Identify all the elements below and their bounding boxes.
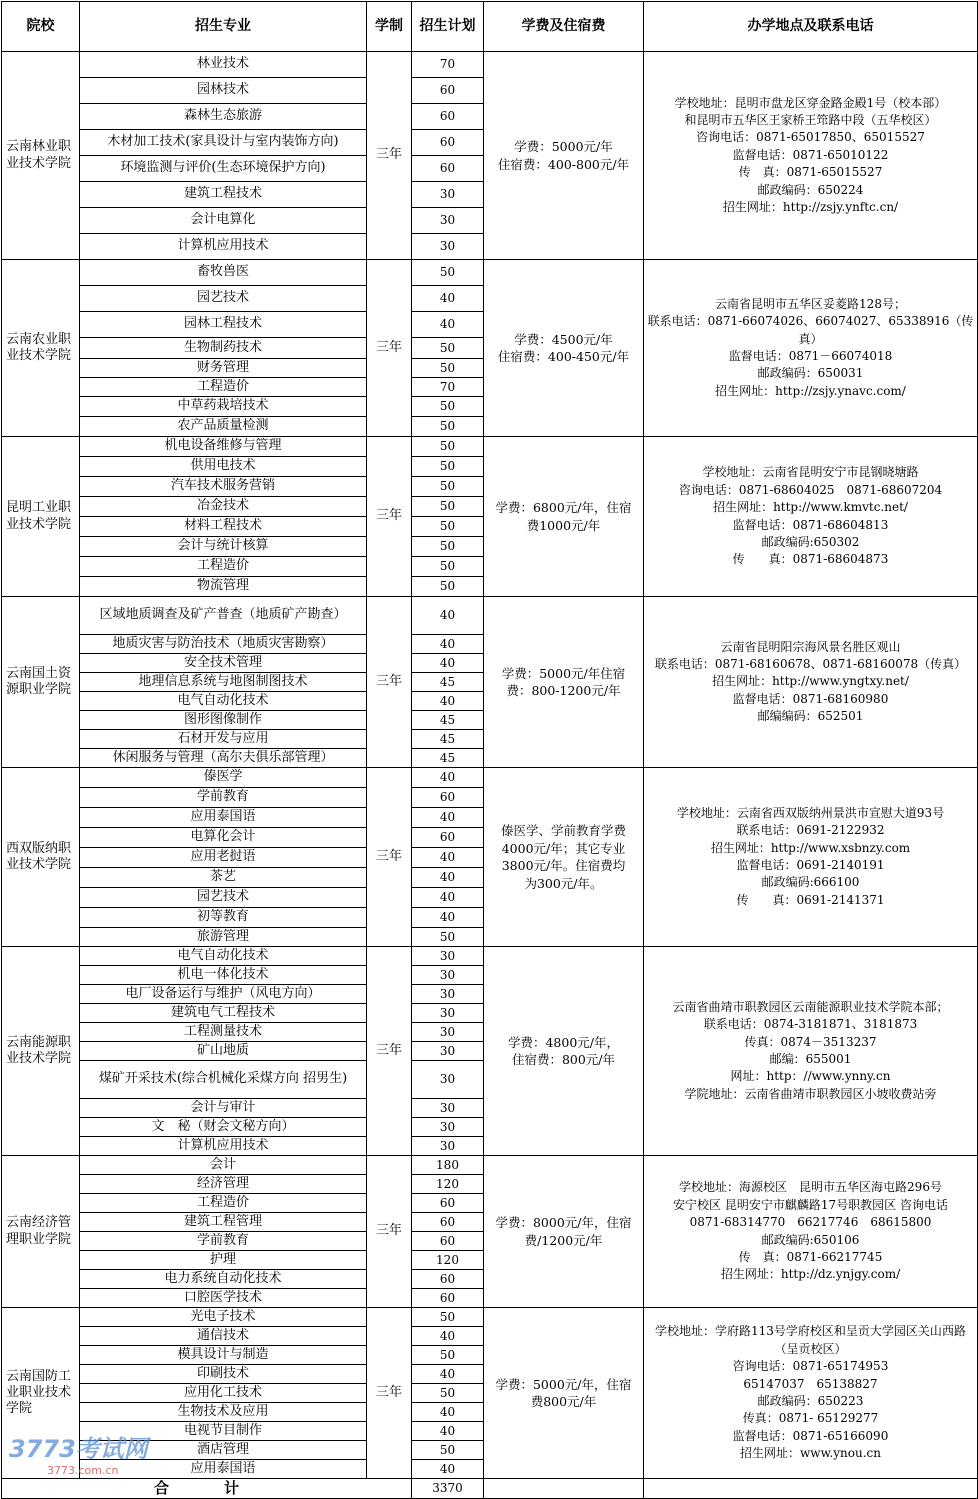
enrollment-plan: 30 <box>412 966 484 985</box>
contact-line: 邮编：655001 <box>769 1052 852 1066</box>
enrollment-plan: 50 <box>412 397 484 417</box>
fee-line: 学费：8000元/年，住宿 <box>495 1215 632 1230</box>
major-name: 机电一体化技术 <box>80 966 367 985</box>
contact-line: 云南省昆明阳宗海风景名胜区观山 <box>720 639 901 654</box>
contact-line: 咨询电话：0871-68604025 0871-68607204 <box>678 482 943 497</box>
enrollment-plan: 30 <box>412 985 484 1004</box>
contact-info <box>644 1156 978 1308</box>
major-name: 建筑工程技术 <box>80 182 367 208</box>
major-name: 木材加工技术(家具设计与室内装饰方向) <box>80 130 367 156</box>
contact-line: 传 真：0871-68604873 <box>732 552 889 567</box>
enrollment-plan: 50 <box>412 517 484 537</box>
major-name: 农产品质量检测 <box>80 417 367 437</box>
major-name: 矿山地质 <box>80 1042 367 1061</box>
contact-info <box>644 768 978 947</box>
enrollment-plan: 30 <box>412 1023 484 1042</box>
header-plan: 招生计划 <box>412 2 484 52</box>
major-name: 建筑工程管理 <box>80 1213 367 1232</box>
table-row <box>2 768 978 788</box>
major-name: 物流管理 <box>80 577 367 597</box>
major-name: 光电子技术 <box>80 1308 367 1327</box>
enrollment-plan: 120 <box>412 1251 484 1270</box>
major-name: 环境监测与评价(生态环境保护方向) <box>80 156 367 182</box>
total-contact-empty <box>644 1479 978 1499</box>
enrollment-plan: 50 <box>412 577 484 597</box>
major-name: 林业技术 <box>80 52 367 78</box>
enrollment-plan: 60 <box>412 104 484 130</box>
contact-line: 监督电话：0871-65166090 <box>732 1428 889 1443</box>
total-value: 3370 <box>412 1479 484 1499</box>
major-name: 园林技术 <box>80 78 367 104</box>
enrollment-plan: 40 <box>412 888 484 908</box>
enrollment-plan: 40 <box>412 286 484 312</box>
enrollment-plan: 60 <box>412 1270 484 1289</box>
major-name: 供用电技术 <box>80 457 367 477</box>
major-name: 工程造价 <box>80 1194 367 1213</box>
enrollment-plan: 40 <box>412 635 484 654</box>
table-row <box>2 52 978 78</box>
major-name: 工程造价 <box>80 557 367 577</box>
enrollment-plan: 50 <box>412 1308 484 1327</box>
major-name: 电气自动化技术 <box>80 692 367 711</box>
enrollment-plan: 50 <box>412 437 484 457</box>
study-years: 三年 <box>367 1308 412 1479</box>
contact-line: 邮政编码：650224 <box>757 182 864 197</box>
major-name: 口腔医学技术 <box>80 1289 367 1308</box>
major-name: 电力系统自动化技术 <box>80 1270 367 1289</box>
contact-line: 招生网址：http://zsjy.ynavc.com/ <box>715 383 906 398</box>
major-name: 经济管理 <box>80 1175 367 1194</box>
enrollment-plan: 40 <box>412 908 484 928</box>
contact-line: 监督电话：0871-65010122 <box>732 147 889 162</box>
fee-info <box>484 947 644 1156</box>
contact-line: 网址：http：//www.ynny.cn <box>730 1069 891 1084</box>
fee-line: 3800元/年。住宿费均 <box>501 858 626 873</box>
major-name: 初等教育 <box>80 908 367 928</box>
fee-line: 住宿费：400-800元/年 <box>497 156 630 172</box>
header-years: 学制 <box>367 2 412 52</box>
enrollment-plan: 60 <box>412 130 484 156</box>
fee-line: 为300元/年。 <box>524 875 603 891</box>
fee-info <box>484 52 644 260</box>
major-name: 会计与审计 <box>80 1099 367 1118</box>
enrollment-plan: 60 <box>412 1289 484 1308</box>
contact-info <box>644 947 978 1156</box>
enrollment-plan: 40 <box>412 848 484 868</box>
contact-line: 监督电话：0871-68604813 <box>732 517 889 532</box>
admission-sheet <box>1 1 977 1499</box>
major-name: 生物制药技术 <box>80 338 367 359</box>
enrollment-plan: 120 <box>412 1175 484 1194</box>
major-name: 生物技术及应用 <box>80 1403 367 1422</box>
contact-line: 联系电话：0874-3181871、3181873 <box>703 1017 918 1032</box>
enrollment-plan: 30 <box>412 1137 484 1156</box>
major-name: 中草药栽培技术 <box>80 397 367 417</box>
major-name: 建筑电气工程技术 <box>80 1004 367 1023</box>
contact-line: 监督电话：0871－66074018 <box>728 349 893 363</box>
contact-line: 邮政编码:650302 <box>761 534 860 549</box>
enrollment-plan: 40 <box>412 1327 484 1346</box>
major-name: 煤矿开采技术(综合机械化采煤方向 招男生) <box>80 1061 367 1099</box>
contact-line: 监督电话：0691-2140191 <box>736 858 885 872</box>
contact-line: 咨询电话：0871-65017850、65015527 <box>696 130 925 145</box>
major-name: 园林工程技术 <box>80 312 367 338</box>
major-name: 计算机应用技术 <box>80 1137 367 1156</box>
major-name: 地理信息系统与地图制图技术 <box>80 673 367 692</box>
contact-line: 邮编编码：652501 <box>757 709 864 724</box>
major-name: 酒店管理 <box>80 1441 367 1460</box>
enrollment-plan: 180 <box>412 1156 484 1175</box>
contact-line: 安宁校区 昆明安宁市麒麟路17号职教园区 咨询电话 <box>673 1197 948 1212</box>
major-name: 应用泰国语 <box>80 808 367 828</box>
enrollment-plan: 40 <box>412 768 484 788</box>
major-name: 工程造价 <box>80 378 367 397</box>
header-school: 院校 <box>2 2 80 52</box>
fee-line: 费/1200元/年 <box>524 1232 603 1248</box>
contact-info <box>644 597 978 768</box>
major-name: 学前教育 <box>80 1232 367 1251</box>
school-name: 云南国土资源职业学院 <box>2 597 80 768</box>
study-years: 三年 <box>367 768 412 947</box>
enrollment-plan: 30 <box>412 208 484 234</box>
major-name: 计算机应用技术 <box>80 234 367 260</box>
enrollment-plan: 30 <box>412 1099 484 1118</box>
table-row <box>2 260 978 286</box>
fee-line: 费：800-1200元/年 <box>506 683 621 698</box>
enrollment-plan: 45 <box>412 673 484 692</box>
school-name: 云南农业职业技术学院 <box>2 260 80 437</box>
study-years: 三年 <box>367 437 412 597</box>
enrollment-plan: 40 <box>412 597 484 635</box>
contact-line: 邮政编码：650031 <box>757 366 864 381</box>
enrollment-plan: 60 <box>412 1213 484 1232</box>
fee-line: 学费：5000元/年住宿 <box>501 665 626 681</box>
enrollment-plan: 40 <box>412 1365 484 1384</box>
contact-info <box>644 260 978 437</box>
contact-line: 联系电话：0871-68160678、0871-68160078（传真） <box>654 656 967 671</box>
fee-line: 住宿费：400-450元/年 <box>497 349 630 364</box>
fee-line: 学费：4500元/年 <box>514 331 613 347</box>
fee-line: 学费：5000元/年 <box>514 139 613 154</box>
enrollment-plan: 40 <box>412 654 484 673</box>
header-contact: 办学地点及联系电话 <box>644 2 978 52</box>
contact-line: 学校地址：海源校区 昆明市五华区海屯路296号 <box>679 1180 942 1195</box>
major-name: 印刷技术 <box>80 1365 367 1384</box>
major-name: 园艺技术 <box>80 888 367 908</box>
school-name: 西双版纳职业技术学院 <box>2 768 80 947</box>
contact-line: 邮政编码:650106 <box>761 1232 860 1247</box>
fee-line: 费800元/年 <box>530 1394 597 1409</box>
major-name: 应用老挝语 <box>80 848 367 868</box>
school-name: 云南能源职业技术学院 <box>2 947 80 1156</box>
major-name: 地质灾害与防治技术（地质灾害勘察） <box>80 635 367 654</box>
contact-line: 招生网址：http://zsjy.ynftc.cn/ <box>722 199 899 214</box>
major-name: 通信技术 <box>80 1327 367 1346</box>
fee-info <box>484 1308 644 1479</box>
major-name: 汽车技术服务营销 <box>80 477 367 497</box>
contact-line: 学校地址：昆明市盘龙区穿金路金殿1号（校本部） <box>674 95 947 110</box>
table-row <box>2 947 978 966</box>
fee-line: 住宿费：800元/年 <box>511 1052 616 1067</box>
enrollment-plan: 30 <box>412 947 484 966</box>
contact-line: 云南省曲靖市职教园区云南能源职业技术学院本部； <box>672 999 949 1014</box>
major-name: 文 秘（财会文秘方向） <box>80 1118 367 1137</box>
enrollment-plan: 60 <box>412 78 484 104</box>
major-name: 休闲服务与管理（高尔夫俱乐部管理） <box>80 749 367 768</box>
major-name: 畜牧兽医 <box>80 260 367 286</box>
contact-line: 联系电话：0691-2122932 <box>736 823 885 838</box>
enrollment-plan: 40 <box>412 1403 484 1422</box>
major-name: 工程测量技术 <box>80 1023 367 1042</box>
enrollment-plan: 30 <box>412 1118 484 1137</box>
major-name: 电厂设备运行与维护（风电方向） <box>80 985 367 1004</box>
major-name: 冶金技术 <box>80 497 367 517</box>
enrollment-plan: 60 <box>412 1232 484 1251</box>
major-name: 电视节目制作 <box>80 1422 367 1441</box>
enrollment-plan: 40 <box>412 1460 484 1479</box>
total-row <box>2 1479 978 1499</box>
enrollment-plan: 30 <box>412 1004 484 1023</box>
enrollment-plan: 50 <box>412 260 484 286</box>
contact-line: 传真：0871- 65129277 <box>742 1411 879 1426</box>
enrollment-plan: 30 <box>412 234 484 260</box>
fee-line: 费1000元/年 <box>526 517 601 533</box>
enrollment-plan: 50 <box>412 1346 484 1365</box>
major-name: 傣医学 <box>80 768 367 788</box>
enrollment-plan: 50 <box>412 557 484 577</box>
contact-line: 学院地址：云南省曲靖市职教园区小坡收费站旁 <box>684 1086 937 1101</box>
study-years: 三年 <box>367 947 412 1156</box>
fee-info <box>484 437 644 597</box>
enrollment-plan: 50 <box>412 928 484 947</box>
contact-line: 传 真：0871-66217745 <box>738 1249 883 1264</box>
enrollment-plan: 60 <box>412 156 484 182</box>
enrollment-plan: 60 <box>412 1194 484 1213</box>
table-row <box>2 597 978 635</box>
major-name: 区域地质调查及矿产普查（地质矿产勘查） <box>80 597 367 635</box>
contact-line: 学校地址：云南省西双版纳州景洪市宣慰大道93号 <box>676 805 945 820</box>
school-name: 昆明工业职业技术学院 <box>2 437 80 597</box>
study-years: 三年 <box>367 52 412 260</box>
header-major: 招生专业 <box>80 2 367 52</box>
total-fee-empty <box>484 1479 644 1499</box>
enrollment-plan: 70 <box>412 52 484 78</box>
enrollment-plan: 50 <box>412 457 484 477</box>
enrollment-plan: 50 <box>412 537 484 557</box>
enrollment-plan: 40 <box>412 1422 484 1441</box>
school-name: 云南经济管理职业学院 <box>2 1156 80 1308</box>
major-name: 石材开发与应用 <box>80 730 367 749</box>
major-name: 护理 <box>80 1251 367 1270</box>
contact-line: 传 真：0871-65015527 <box>738 165 883 180</box>
major-name: 安全技术管理 <box>80 654 367 673</box>
major-name: 模具设计与制造 <box>80 1346 367 1365</box>
fee-info <box>484 1156 644 1308</box>
table-row <box>2 1156 978 1175</box>
enrollment-plan: 60 <box>412 788 484 808</box>
fee-info <box>484 768 644 947</box>
contact-line: 招生网址：http://www.kmvtc.net/ <box>713 500 908 515</box>
school-name: 云南林业职业技术学院 <box>2 52 80 260</box>
enrollment-plan: 30 <box>412 1061 484 1099</box>
watermark-url: 3773.com.cn <box>47 1464 119 1477</box>
contact-line: 联系电话：0871-66074026、66074027、65338916（传真） <box>647 314 974 346</box>
contact-line: 咨询电话：0871-65174953 <box>732 1359 889 1374</box>
major-name: 应用化工技术 <box>80 1384 367 1403</box>
contact-line: 传 真：0691-2141371 <box>736 892 885 907</box>
fee-line: 学费：5000元/年，住宿 <box>495 1376 632 1392</box>
major-name: 会计电算化 <box>80 208 367 234</box>
fee-line: 傣医学、学前教育学费 <box>500 823 626 838</box>
contact-line: 邮政编码:666100 <box>761 875 860 890</box>
major-name: 学前教育 <box>80 788 367 808</box>
enrollment-plan: 50 <box>412 1384 484 1403</box>
contact-line: 招生网址：http://dz.ynjgy.com/ <box>720 1267 901 1282</box>
major-name: 应用泰国语 <box>80 1460 367 1479</box>
fee-info <box>484 260 644 437</box>
enrollment-plan: 30 <box>412 1042 484 1061</box>
enrollment-plan: 50 <box>412 417 484 437</box>
enrollment-plan: 50 <box>412 338 484 359</box>
enrollment-plan: 45 <box>412 711 484 730</box>
total-label: 合 计 <box>2 1479 412 1499</box>
contact-line: 邮政编码：650223 <box>757 1394 864 1408</box>
enrollment-plan: 50 <box>412 359 484 378</box>
contact-line: 学校地址：云南省昆明安宁市昆钢晓塘路 <box>702 465 919 480</box>
admission-table <box>1 1 978 1499</box>
enrollment-plan: 45 <box>412 749 484 768</box>
contact-line: 招生网址：www.ynou.cn <box>740 1446 881 1461</box>
school-name: 云南国防工业职业技术学院 <box>2 1308 80 1479</box>
table-row <box>2 1308 978 1327</box>
study-years: 三年 <box>367 1156 412 1308</box>
enrollment-plan: 40 <box>412 808 484 828</box>
major-name: 机电设备维修与管理 <box>80 437 367 457</box>
contact-info <box>644 52 978 260</box>
major-name: 图形图像制作 <box>80 711 367 730</box>
major-name: 会计与统计核算 <box>80 537 367 557</box>
study-years: 三年 <box>367 260 412 437</box>
header-row <box>2 2 978 52</box>
major-name: 材料工程技术 <box>80 517 367 537</box>
enrollment-plan: 40 <box>412 692 484 711</box>
enrollment-plan: 40 <box>412 312 484 338</box>
enrollment-plan: 60 <box>412 828 484 848</box>
watermark-logo: 3773考试网 <box>9 1435 148 1463</box>
contact-line: 0871-68314770 66217746 68615800 <box>689 1215 932 1230</box>
contact-line: 传真：0874－3513237 <box>744 1034 877 1049</box>
major-name: 园艺技术 <box>80 286 367 312</box>
header-fee: 学费及住宿费 <box>484 2 644 52</box>
enrollment-plan: 45 <box>412 730 484 749</box>
contact-line: 招生网址：http://www.xsbnzy.com <box>710 840 911 855</box>
table-body <box>2 52 978 1479</box>
enrollment-plan: 50 <box>412 477 484 497</box>
contact-info <box>644 1308 978 1479</box>
fee-info <box>484 597 644 768</box>
enrollment-plan: 50 <box>412 1441 484 1460</box>
study-years: 三年 <box>367 597 412 768</box>
major-name: 财务管理 <box>80 359 367 378</box>
table-row <box>2 437 978 457</box>
enrollment-plan: 50 <box>412 497 484 517</box>
contact-line: 云南省昆明市五华区妥菱路128号； <box>715 296 906 311</box>
enrollment-plan: 40 <box>412 868 484 888</box>
contact-line: 学校地址：学府路113号学府校区和呈贡大学园区关山西路（呈贡校区） <box>655 1324 966 1356</box>
enrollment-plan: 30 <box>412 182 484 208</box>
major-name: 电气自动化技术 <box>80 947 367 966</box>
major-name: 会计 <box>80 1156 367 1175</box>
fee-line: 学费：4800元/年， <box>507 1034 620 1050</box>
contact-line: 监督电话：0871-68160980 <box>732 691 889 706</box>
fee-line: 4000元/年；其它专业 <box>501 840 626 856</box>
major-name: 森林生态旅游 <box>80 104 367 130</box>
contact-info <box>644 437 978 597</box>
contact-line: 和昆明市五华区王家桥王筇路中段（五华校区） <box>684 113 937 128</box>
major-name: 电算化会计 <box>80 828 367 848</box>
major-name: 茶艺 <box>80 868 367 888</box>
contact-line: 招生网址：http://www.yngtxy.net/ <box>712 674 909 689</box>
contact-line: 65147037 65138827 <box>743 1376 878 1391</box>
enrollment-plan: 70 <box>412 378 484 397</box>
fee-line: 学费：6800元/年，住宿 <box>495 500 632 515</box>
major-name: 旅游管理 <box>80 928 367 947</box>
